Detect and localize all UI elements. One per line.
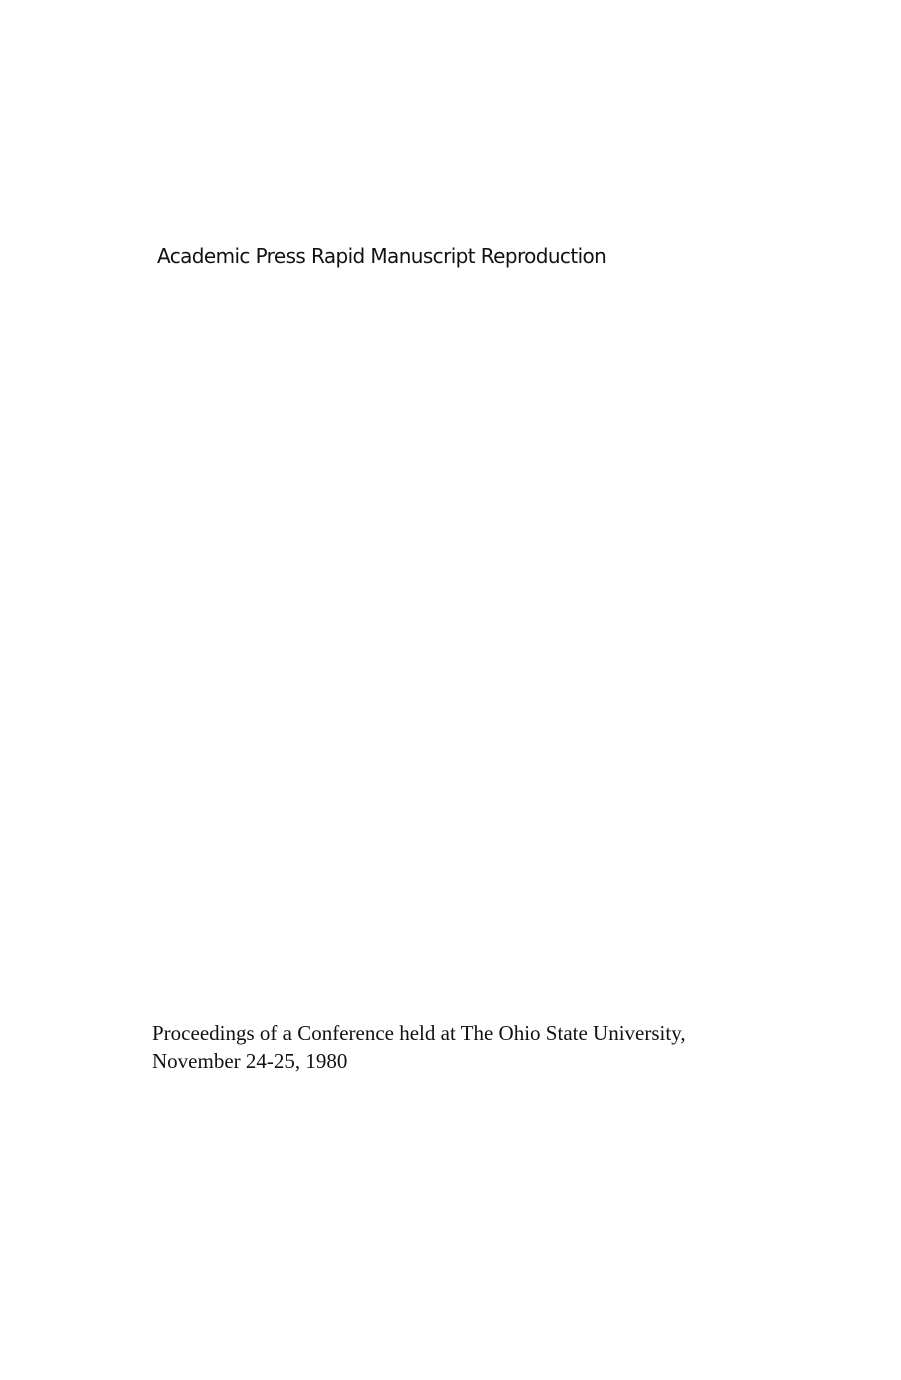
series-title: Academic Press Rapid Manuscript Reproduction [157, 244, 607, 268]
proceedings-line-2: November 24-25, 1980 [152, 1049, 348, 1073]
proceedings-note [152, 1019, 686, 1075]
proceedings-line-1: Proceedings of a Conference held at The Ohio State University, [152, 1021, 686, 1045]
